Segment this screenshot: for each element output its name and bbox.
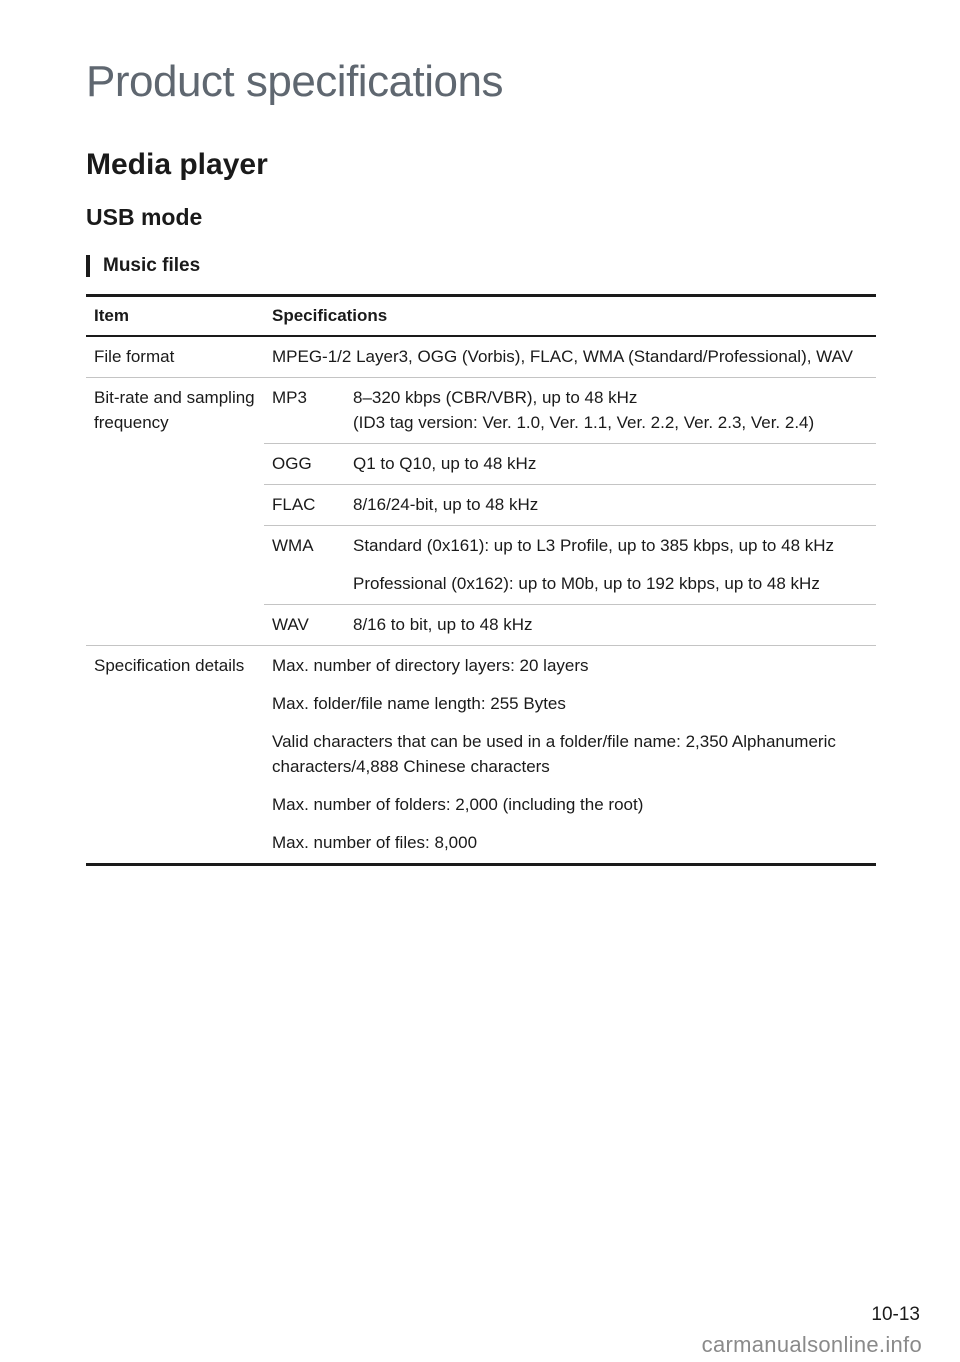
- format-spec: [345, 444, 876, 485]
- subsection-title: USB mode: [86, 204, 203, 230]
- music-files-spec-table: [86, 294, 876, 866]
- format-spec: [345, 526, 876, 605]
- format-spec: [345, 378, 876, 444]
- spec-details-line: Max. number of files: 8,000: [272, 833, 478, 852]
- spec-details-line: Max. number of directory layers: 20 layers: [272, 656, 589, 675]
- spec-details-list: [264, 646, 876, 865]
- format-type: WMA: [264, 526, 345, 605]
- item-spec-details: Specification details: [86, 646, 264, 865]
- format-type: WAV: [264, 605, 345, 646]
- format-type: OGG: [264, 444, 345, 485]
- bitrate-rows: [86, 378, 876, 646]
- table-row-file-format: [86, 336, 876, 378]
- spec-details-line: Valid characters that can be used in a folder/file name: 2,350 Alphanumeric characters/4,888 Chinese characters: [272, 732, 836, 776]
- table-header-row: [86, 296, 876, 337]
- format-spec: [345, 485, 876, 526]
- format-spec: [345, 605, 876, 646]
- spec-file-format: MPEG-1/2 Layer3, OGG (Vorbis), FLAC, WMA (Standard/Professional), WAV: [264, 336, 876, 378]
- caption-bar-marker: [86, 255, 90, 277]
- table-caption: [86, 255, 200, 277]
- section-title: Media player: [86, 148, 268, 181]
- format-spec-line: Q1 to Q10, up to 48 kHz: [353, 454, 537, 473]
- page-title: Product specifications: [86, 57, 503, 106]
- header-specifications: Specifications: [264, 296, 876, 337]
- format-spec-line: 8/16 to bit, up to 48 kHz: [353, 615, 533, 634]
- watermark: carmanualsonline.info: [701, 1332, 922, 1357]
- table-row-bitrate: [86, 378, 876, 444]
- format-type: FLAC: [264, 485, 345, 526]
- item-bitrate: Bit-rate and sampling frequency: [86, 378, 264, 646]
- format-type: MP3: [264, 378, 345, 444]
- format-spec-line: 8–320 kbps (CBR/VBR), up to 48 kHz (ID3 tag version: Ver. 1.0, Ver. 1.1, Ver. 2.2, Ver. 2.3, Ver. 2.4): [353, 388, 815, 432]
- spec-details-line: Max. number of folders: 2,000 (including the root): [272, 795, 644, 814]
- format-spec-line: Standard (0x161): up to L3 Profile, up to 385 kbps, up to 48 kHz: [353, 536, 835, 555]
- item-file-format: File format: [86, 336, 264, 378]
- format-spec-line: 8/16/24-bit, up to 48 kHz: [353, 495, 539, 514]
- spec-details-line: Max. folder/file name length: 255 Bytes: [272, 694, 566, 713]
- table-row-spec-details: [86, 646, 876, 865]
- format-spec-line: Professional (0x162): up to M0b, up to 192 kbps, up to 48 kHz: [353, 574, 820, 593]
- table-caption-text: Music files: [103, 255, 201, 276]
- header-item: Item: [86, 296, 264, 337]
- page-number: 10-13: [871, 1304, 920, 1325]
